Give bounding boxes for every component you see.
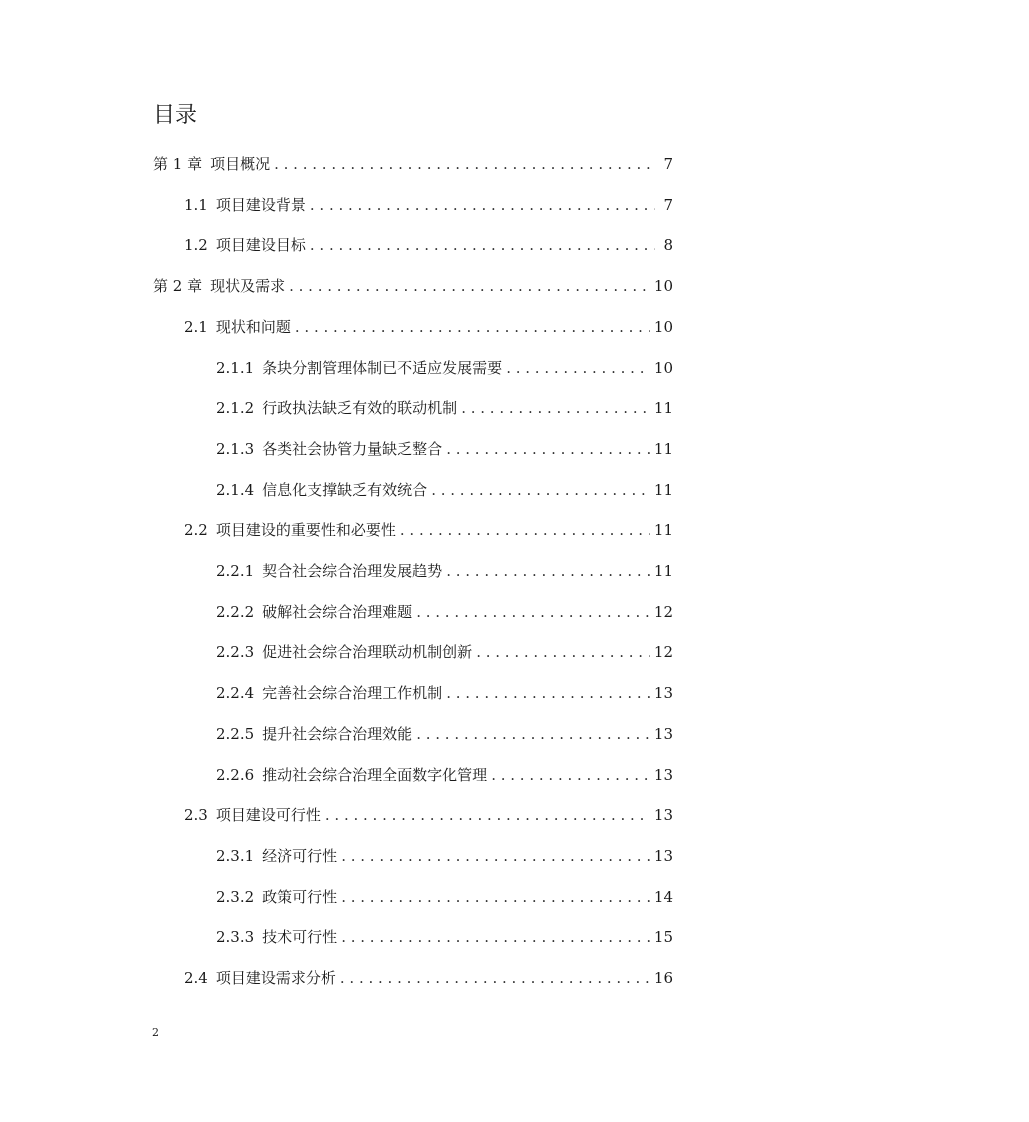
toc-dot-leader [416, 600, 650, 624]
toc-entry-page: 10 [653, 358, 673, 377]
toc-dot-leader [491, 763, 650, 787]
toc-entry-page: 11 [653, 399, 673, 418]
toc-entry-page: 13 [653, 806, 673, 825]
toc-dot-leader [341, 925, 650, 949]
toc-dot-leader [341, 885, 650, 909]
toc-entry-title: 项目概况 [210, 155, 271, 173]
page-number: 2 [152, 1026, 159, 1039]
toc-dot-leader [476, 640, 650, 664]
toc-entry-title: 条块分割管理体制已不适应发展需要 [262, 358, 503, 377]
toc-dot-leader [289, 274, 650, 298]
toc-dot-leader [446, 681, 650, 705]
toc-entry[interactable] [184, 803, 673, 827]
toc-entry-page: 10 [653, 317, 673, 336]
toc-entry-page: 11 [653, 521, 673, 540]
toc-entry-title: 促进社会综合治理联动机制创新 [262, 643, 473, 662]
toc-entry-number: 2.2 [184, 521, 208, 540]
toc-entry[interactable] [216, 844, 673, 868]
toc-entry[interactable] [184, 966, 673, 990]
toc-entry-page: 12 [653, 602, 673, 621]
toc-entry-title: 提升社会综合治理效能 [262, 724, 413, 743]
toc-entry-title: 行政执法缺乏有效的联动机制 [262, 399, 458, 418]
toc-entry[interactable] [184, 193, 673, 217]
toc-entry-page: 16 [653, 969, 673, 987]
toc-entry-title: 经济可行性 [262, 846, 338, 865]
toc-entry-title: 破解社会综合治理难题 [262, 602, 413, 621]
toc-entry-number: 2.2.4 [216, 684, 255, 703]
toc-dot-leader [310, 193, 655, 217]
toc-entry-page: 11 [653, 480, 673, 499]
toc-entry-page: 12 [653, 643, 673, 662]
toc-entry-title: 各类社会协管力量缺乏整合 [262, 439, 443, 458]
toc-entry-number: 2.3.3 [216, 928, 255, 947]
toc-entry-title: 完善社会综合治理工作机制 [262, 684, 443, 703]
toc-entry[interactable] [216, 437, 673, 461]
toc-entry-page: 15 [653, 928, 673, 947]
toc-entry-title: 技术可行性 [262, 928, 338, 947]
toc-dot-leader [446, 559, 650, 583]
toc-dot-leader [295, 315, 650, 339]
toc-dot-leader [416, 722, 650, 746]
toc-entry[interactable] [153, 274, 673, 298]
toc-dot-leader [506, 356, 650, 380]
toc-entry-page: 11 [653, 439, 673, 458]
toc-title: 目录 [153, 103, 198, 128]
toc-entry[interactable] [184, 518, 673, 542]
toc-entry-number: 2.1.2 [216, 399, 255, 418]
toc-entry-title: 项目建设的重要性和必要性 [215, 521, 396, 540]
toc-dot-leader [461, 396, 650, 420]
toc-entry-number: 2.2.2 [216, 602, 255, 621]
toc-entry-number: 第 1 章 [153, 155, 203, 173]
toc-entry[interactable] [153, 152, 673, 176]
toc-entry-title: 推动社会综合治理全面数字化管理 [262, 765, 488, 784]
toc-entry-title: 现状和问题 [215, 317, 291, 336]
toc-entry-page: 13 [653, 846, 673, 865]
toc-dot-leader [325, 803, 650, 827]
toc-entry[interactable] [216, 640, 673, 664]
toc-entry-number: 2.2.5 [216, 724, 255, 743]
toc-entry-page: 13 [653, 724, 673, 743]
toc-entry[interactable] [184, 315, 673, 339]
toc-entry-page: 7 [663, 195, 673, 214]
toc-entry-title: 现状及需求 [210, 277, 286, 296]
toc-entry-number: 1.1 [184, 195, 208, 214]
toc-dot-leader [446, 437, 650, 461]
toc-entry-number: 2.1 [184, 317, 208, 336]
toc-entry-number: 2.3.1 [216, 846, 255, 865]
toc-entry-title: 项目建设需求分析 [215, 969, 336, 987]
toc-entry-number: 2.1.1 [216, 358, 255, 377]
toc-entry-number: 第 2 章 [153, 277, 203, 296]
toc-entry[interactable] [216, 600, 673, 624]
toc-entry-page: 8 [663, 236, 673, 255]
toc-dot-leader [274, 152, 655, 176]
toc-entry-page: 13 [653, 765, 673, 784]
toc-entry[interactable] [216, 763, 673, 787]
toc-entry-number: 2.3 [184, 806, 208, 825]
toc-entry[interactable] [216, 885, 673, 909]
toc-entry-number: 2.2.6 [216, 765, 255, 784]
toc-entry-number: 2.1.4 [216, 480, 255, 499]
toc-dot-leader [341, 844, 650, 868]
toc-entry-number: 1.2 [184, 236, 208, 255]
toc-entry-page: 13 [653, 684, 673, 703]
toc-entry-page: 14 [653, 887, 673, 906]
toc-dot-leader [310, 233, 655, 257]
toc-entry-page: 11 [653, 562, 673, 580]
toc-entry-page: 10 [653, 277, 673, 296]
toc-entry[interactable] [216, 925, 673, 949]
toc-entry[interactable] [216, 681, 673, 705]
toc-entry[interactable] [216, 396, 673, 420]
toc-entry[interactable] [216, 356, 673, 380]
toc-dot-leader [431, 478, 650, 502]
toc-entry-title: 契合社会综合治理发展趋势 [262, 562, 443, 580]
toc-entry-number: 2.3.2 [216, 887, 255, 906]
toc-entry-title: 项目建设目标 [215, 236, 306, 255]
toc-entry[interactable] [216, 559, 673, 583]
toc-dot-leader [400, 518, 650, 542]
toc-entry-title: 项目建设可行性 [215, 806, 321, 825]
toc-entry-page: 7 [663, 155, 673, 173]
toc-entry-number: 2.1.3 [216, 439, 255, 458]
toc-entry-number: 2.2.3 [216, 643, 255, 662]
toc-entry[interactable] [216, 478, 673, 502]
toc-dot-leader [340, 966, 650, 990]
toc-entry-number: 2.2.1 [216, 562, 255, 580]
toc-entry-number: 2.4 [184, 969, 208, 987]
toc-entry-title: 信息化支撑缺乏有效统合 [262, 480, 428, 499]
toc-entry[interactable] [216, 722, 673, 746]
toc-entry[interactable] [184, 233, 673, 257]
toc-entry-title: 项目建设背景 [215, 195, 306, 214]
toc-entry-title: 政策可行性 [262, 887, 338, 906]
